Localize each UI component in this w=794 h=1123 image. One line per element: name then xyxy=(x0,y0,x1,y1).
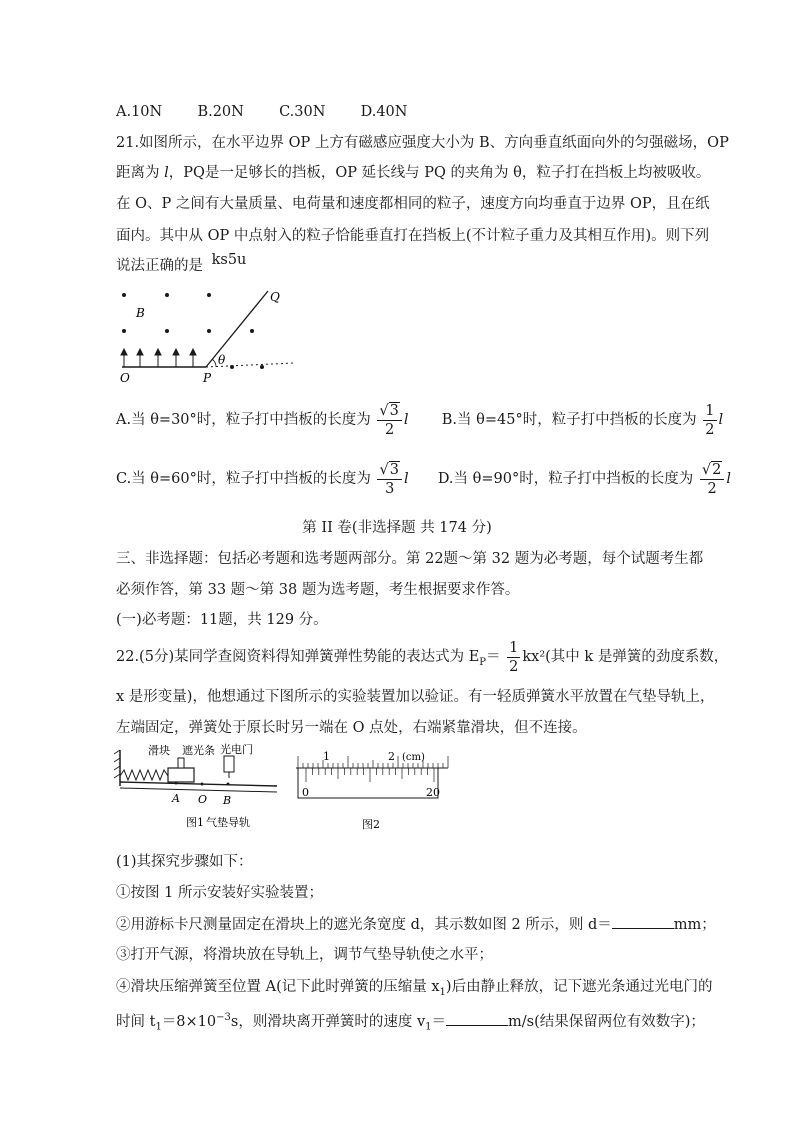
label-B: B xyxy=(136,306,145,320)
section-title: 第 II 卷(非选择题 共 174 分) xyxy=(302,520,492,536)
option-b: B.20N xyxy=(197,104,244,120)
caption-fig2: 图2 xyxy=(362,818,380,831)
option-c-fraction: $\frac{√3}{3}$ xyxy=(377,461,401,498)
step-4 xyxy=(116,977,713,1003)
caption-fig1: 图1 xyxy=(186,816,204,829)
label-rail: 气垫导轨 xyxy=(206,816,250,829)
section-intro-1: 三、非选择题：包括必考题和选考题两部分。第 22题～第 32 题为必考题，每个试题考生都 xyxy=(116,551,704,567)
vernier-label-20: 20 xyxy=(426,786,440,799)
q21-line4: 面内。其中从 OP 中点射入的粒子恰能垂直打在挡板上(不计粒子重力及其相互作用)。则下列 xyxy=(116,228,710,244)
q22-ep-sub: P xyxy=(479,656,487,668)
steps-title: (1)其探究步骤如下： xyxy=(116,854,253,870)
label-B: B xyxy=(223,794,232,807)
option-d-num: 2 xyxy=(712,461,722,478)
slider-block xyxy=(168,768,194,782)
air-track-figure xyxy=(112,742,282,838)
step-5b: ＝8×10 xyxy=(161,1013,217,1030)
option-d-fraction: $\frac{√2}{2}$ xyxy=(700,461,724,498)
option-c-den: 3 xyxy=(385,480,395,497)
label-O: O xyxy=(120,371,130,385)
label-gate: 光电门 xyxy=(220,743,253,756)
spring xyxy=(120,770,168,780)
q22-eq: ＝ xyxy=(486,649,501,665)
q22-frac-den: 2 xyxy=(509,658,519,675)
vernier-label-0: 0 xyxy=(302,786,309,799)
option-b-den: 2 xyxy=(705,421,715,438)
option-b-fraction xyxy=(703,402,716,439)
unit-label: (cm) xyxy=(402,752,425,763)
option-a-den: 2 xyxy=(385,421,395,438)
option-b-num: 1 xyxy=(705,402,715,419)
vernier-figure xyxy=(292,746,452,838)
step-1: ①按图 1 所示安装好实验装置； xyxy=(116,885,323,901)
q22-line2: x 是形变量)，他想通过下图所示的实验装置加以验证。有一轻质弹簧水平放置在气垫导轨上， xyxy=(116,689,715,705)
q21-line2 xyxy=(116,163,710,183)
q21-prompt: 说法正确的是 xyxy=(116,258,203,274)
step-5-sup: −3 xyxy=(216,1012,231,1023)
label-O: O xyxy=(198,793,208,806)
option-a-fraction: $\frac{√3}{2}$ xyxy=(377,402,401,439)
step-5 xyxy=(116,1008,705,1038)
q22-line3: 左端固定，弹簧处于原长时另一端在 O 点处，右端紧靠滑块，但不连接。 xyxy=(116,720,587,736)
main-scale-ticks xyxy=(298,756,448,768)
barrier-PQ xyxy=(206,291,268,367)
step-5e: m/s(结果保留两位有效数字)； xyxy=(508,1013,705,1030)
option-d-text: D.当 θ=90°时，粒子打中挡板的长度为 xyxy=(437,471,694,487)
step-3: ③打开气源，将滑块放在导轨上，调节气垫导轨使之水平； xyxy=(116,947,493,963)
step-2a: ②用游标卡尺测量固定在滑块上的遮光条宽度 d，其示数如图 2 所示，则 d＝ xyxy=(116,917,612,933)
q21-var-l: l xyxy=(164,165,169,181)
label-A: A xyxy=(172,792,180,805)
q21-line1: 21.如图所示，在水平边界 OP 上方有磁感应强度大小为 B、方向垂直纸面向外的匀强磁场，OP xyxy=(116,135,729,151)
step-5c: s，则滑块离开弹簧时的速度 v xyxy=(230,1013,426,1030)
step-5-sub2: 1 xyxy=(425,1021,432,1033)
step-5a: 时间 t xyxy=(116,1013,156,1030)
magnetic-field-figure xyxy=(112,285,297,385)
theta-arc xyxy=(212,359,216,367)
shade-strip xyxy=(178,758,184,768)
q22-fraction xyxy=(507,639,520,676)
option-c-var: l xyxy=(403,471,409,487)
q21-line5 xyxy=(116,252,247,276)
q22-line1 xyxy=(116,637,728,683)
label-shade: 遮光条 xyxy=(182,744,215,757)
q21-options-ab xyxy=(116,400,723,440)
option-b-var: l xyxy=(718,412,724,428)
option-d-var: l xyxy=(726,471,731,487)
q22-line1b: kx²(其中 k 是弹簧的劲度系数， xyxy=(522,649,729,665)
rail-top xyxy=(120,782,277,786)
step-4b: )后由静止释放，记下遮光条通过光电门的 xyxy=(445,979,713,995)
watermark: ks5u xyxy=(211,252,247,268)
option-d-den: 2 xyxy=(707,480,717,497)
q21-line3: 在 O、P 之间有大量质量、电荷量和速度都相同的粒子，速度方向均垂直于边界 OP，且在纸 xyxy=(116,196,710,212)
option-a: A.10N xyxy=(116,104,163,120)
option-c-text: C.当 θ=60°时，粒子打中挡板的长度为 xyxy=(116,471,371,487)
photogate xyxy=(224,756,234,772)
q21-line2b: ，PQ是一足够长的挡板，OP 延长线与 PQ 的夹角为 θ，粒子打在挡板上均被吸收。 xyxy=(168,165,711,181)
step-4a: ④滑块压缩弹簧至位置 A(记下此时弹簧的压缩量 x xyxy=(116,979,440,995)
main-label-2: 2 xyxy=(388,750,395,763)
step-5d: ＝ xyxy=(431,1013,447,1030)
q21-line2a: 距离为 xyxy=(116,165,165,181)
option-d: D.40N xyxy=(360,104,408,120)
main-label-1: 1 xyxy=(323,750,330,763)
label-slider: 滑块 xyxy=(148,744,170,757)
required-heading: (一)必考题：11题，共 129 分。 xyxy=(116,612,328,628)
step-2 xyxy=(116,914,716,935)
step-2b: mm； xyxy=(673,917,716,933)
rail-bottom xyxy=(120,788,277,792)
option-c: C.30N xyxy=(279,104,326,120)
option-a-num: 3 xyxy=(389,402,399,419)
section-intro-2: 必须作答，第 33 题～第 38 题为选考题，考生根据要求作答。 xyxy=(116,582,520,598)
option-c-num: 3 xyxy=(389,461,399,478)
q22-frac-num: 1 xyxy=(509,639,519,656)
prev-options xyxy=(116,102,407,122)
label-P: P xyxy=(203,371,212,385)
label-Q: Q xyxy=(270,290,280,304)
option-a-var: l xyxy=(403,412,409,428)
answer-blank-d xyxy=(612,914,674,929)
option-a-text: A.当 θ=30°时，粒子打中挡板的长度为 xyxy=(116,412,371,428)
label-theta: θ xyxy=(218,353,226,367)
particle-arrows xyxy=(121,349,196,367)
step-5-sub1: 1 xyxy=(155,1021,162,1033)
step-4-sub: 1 xyxy=(439,986,446,998)
answer-blank-v1 xyxy=(446,1011,508,1026)
option-b-text: B.当 θ=45°时，粒子打中挡板的长度为 xyxy=(441,412,697,428)
q21-options-cd xyxy=(116,459,731,499)
q22-line1a: 22.(5分)某同学查阅资料得知弹簧弹性势能的表达式为 E xyxy=(116,649,480,665)
